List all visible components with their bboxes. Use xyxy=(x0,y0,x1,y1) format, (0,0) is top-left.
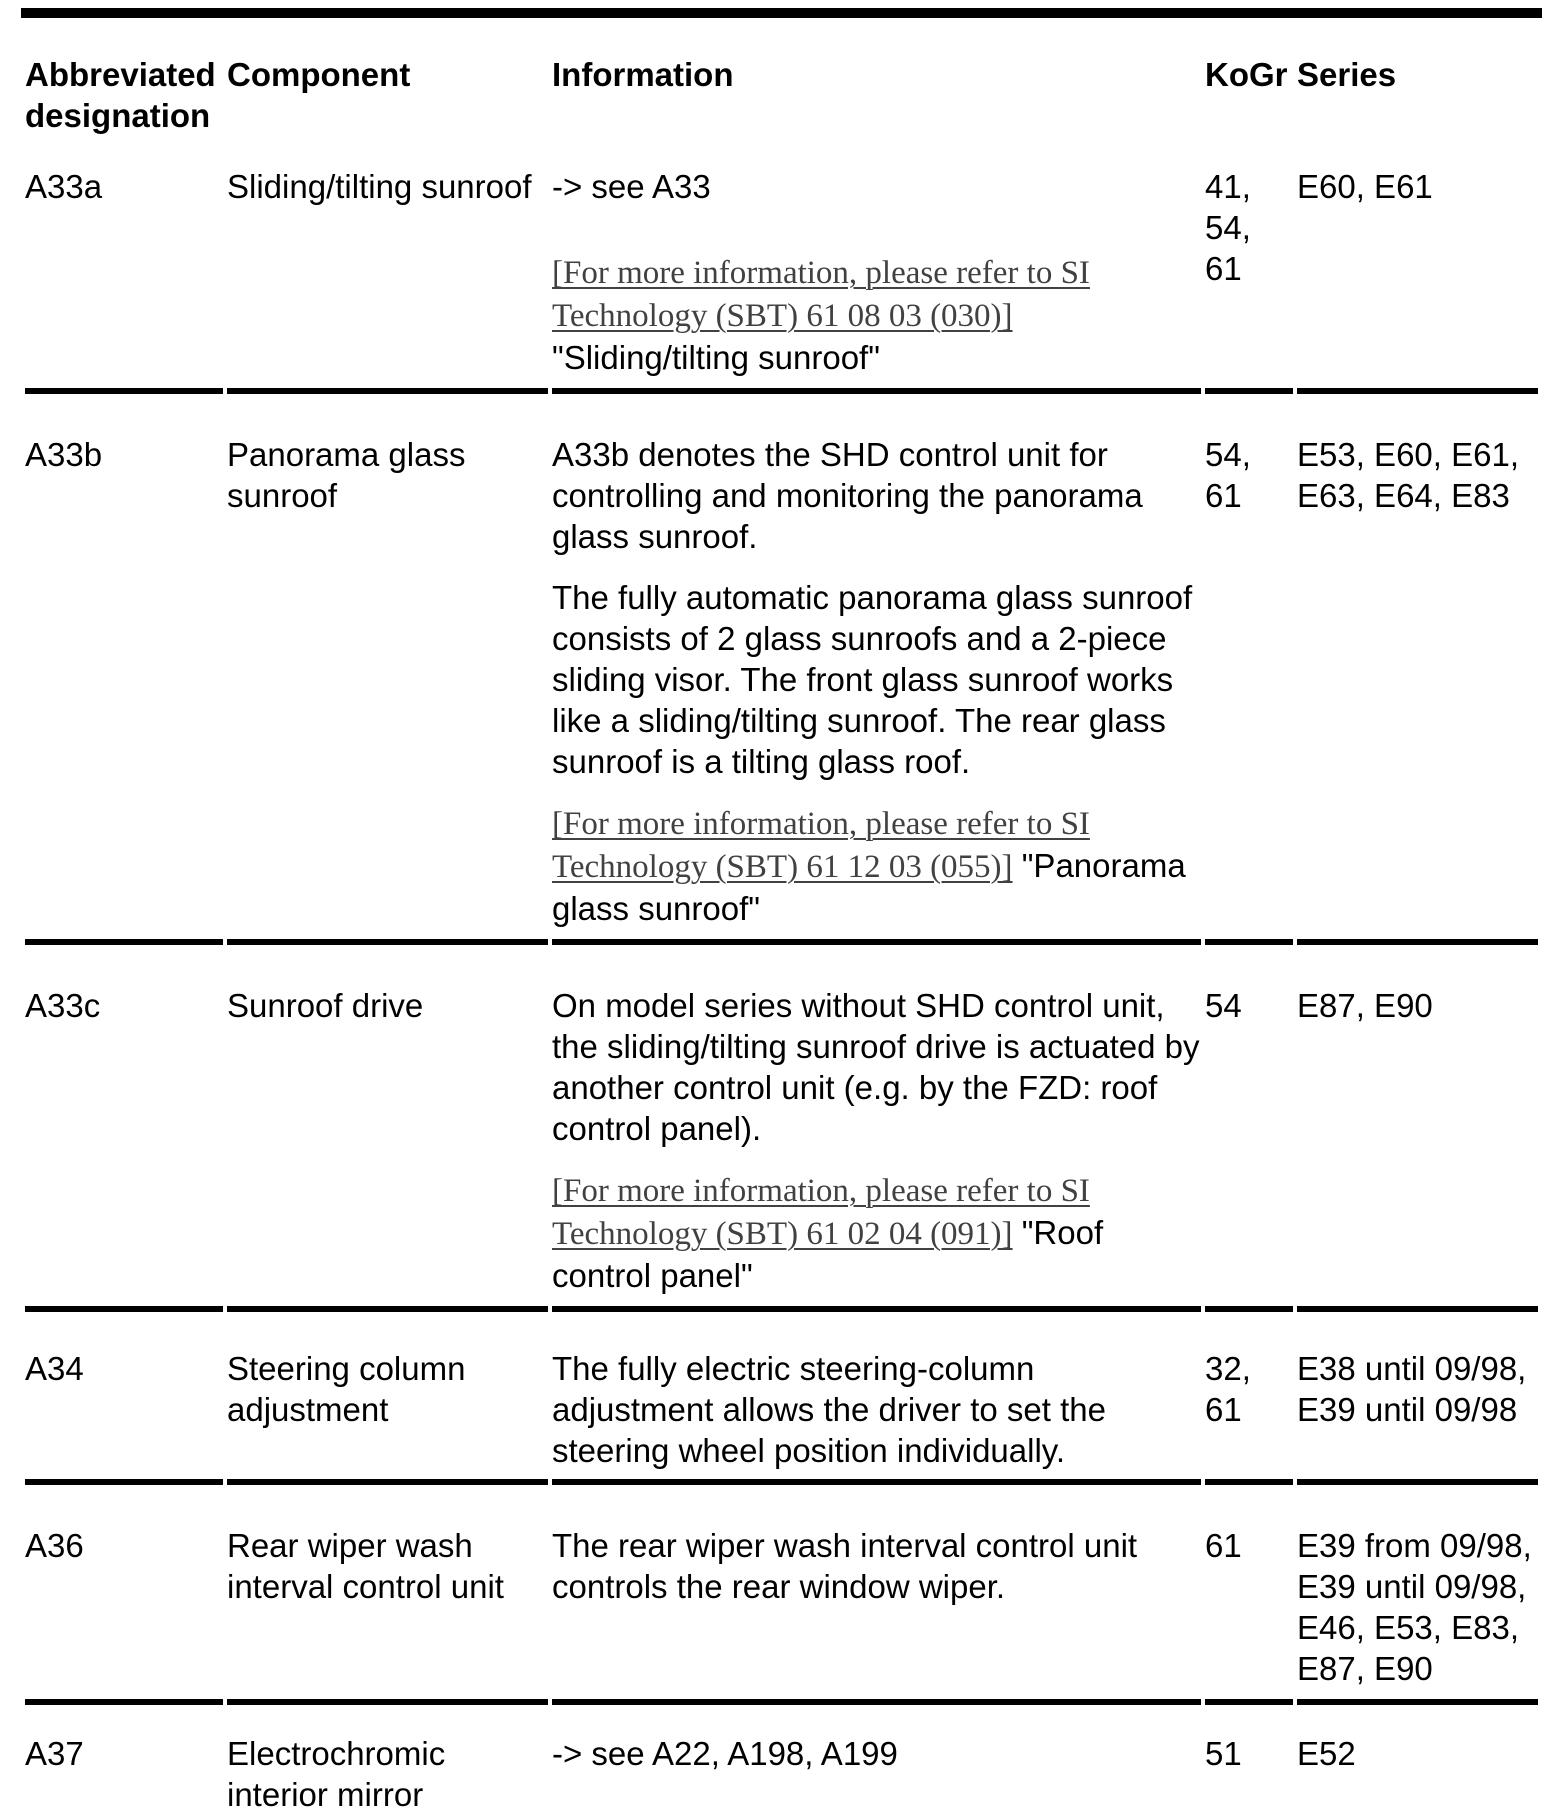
series-cell: E38 until 09/98, E39 until 09/98 xyxy=(1297,1312,1538,1485)
kogr-cell: 32, 61 xyxy=(1205,1312,1293,1485)
info-text: The fully electric steering-column adjustment allows the driver to set the steering wheel position individually. xyxy=(552,1350,1106,1469)
column-header-kogr: KoGr xyxy=(1205,56,1288,93)
information-cell xyxy=(552,1312,1201,1485)
series-cell: E52 xyxy=(1297,1705,1538,1820)
designation-cell: A33c xyxy=(25,945,223,1312)
info-paragraph xyxy=(552,1169,1201,1296)
designation-cell: A36 xyxy=(25,1485,223,1705)
info-paragraph xyxy=(552,577,1201,782)
information-cell xyxy=(552,136,1201,394)
si-technology-link[interactable]: [For more information, please refer to SI Technology (SBT) 61 08 03 (030)] xyxy=(552,255,1090,334)
component-cell: Sunroof drive xyxy=(227,945,548,1312)
si-technology-link[interactable]: [For more information, please refer to SI Technology (SBT) 61 12 03 (055)] xyxy=(552,806,1090,885)
component-cell: Sliding/tilting sunroof xyxy=(227,136,548,394)
info-text: -> see A22, A198, A199 xyxy=(552,1735,898,1772)
info-text: "Panorama glass sunroof" xyxy=(552,847,1186,927)
info-text: A33b denotes the SHD control unit for controlling and monitoring the panorama glass sunroof. xyxy=(552,436,1143,555)
info-paragraph xyxy=(552,1348,1201,1471)
info-text: "Roof control panel" xyxy=(552,1214,1104,1294)
designation-cell: A34 xyxy=(25,1312,223,1485)
info-paragraph xyxy=(552,251,1201,378)
component-cell: Steering column adjustment xyxy=(227,1312,548,1485)
series-cell: E53, E60, E61, E63, E64, E83 xyxy=(1297,394,1538,945)
info-paragraph xyxy=(552,434,1201,557)
column-header-abbreviated-designation: Abbreviated designation xyxy=(25,56,216,134)
information-cell xyxy=(552,394,1201,945)
info-text: On model series without SHD control unit, the sliding/tilting sunroof drive is actuated by another control unit (e.g. by the FZD: roof control panel). xyxy=(552,987,1200,1147)
series-cell: E39 from 09/98, E39 until 09/98, E46, E53, E83, E87, E90 xyxy=(1297,1485,1538,1705)
component-cell: Panorama glass sunroof xyxy=(227,394,548,945)
component-cell: Rear wiper wash interval control unit xyxy=(227,1485,548,1705)
kogr-cell: 61 xyxy=(1205,1485,1293,1705)
header-row xyxy=(25,18,1538,136)
table-row xyxy=(25,1705,1538,1820)
table-row xyxy=(25,945,1538,1312)
table-row xyxy=(25,1485,1538,1705)
component-designation-table xyxy=(21,8,1542,1820)
designation-cell: A33b xyxy=(25,394,223,945)
designation-cell: A33a xyxy=(25,136,223,394)
column-header-component: Component xyxy=(227,56,411,93)
info-text: The rear wiper wash interval control unit controls the rear window wiper. xyxy=(552,1527,1138,1605)
info-paragraph xyxy=(552,802,1201,929)
info-paragraph xyxy=(552,1525,1201,1607)
table-row xyxy=(25,394,1538,945)
info-paragraph xyxy=(552,166,1201,207)
component-cell: Electrochromic interior mirror xyxy=(227,1705,548,1820)
kogr-cell: 41, 54, 61 xyxy=(1205,136,1293,394)
table-row xyxy=(25,136,1538,394)
information-cell xyxy=(552,1705,1201,1820)
kogr-cell: 54 xyxy=(1205,945,1293,1312)
column-header-series: Series xyxy=(1297,56,1397,93)
information-cell xyxy=(552,1485,1201,1705)
kogr-cell: 54, 61 xyxy=(1205,394,1293,945)
table-header xyxy=(25,18,1538,136)
si-technology-link[interactable]: [For more information, please refer to SI Technology (SBT) 61 02 04 (091)] xyxy=(552,1173,1090,1252)
kogr-cell: 51 xyxy=(1205,1705,1293,1820)
info-text: -> see A33 xyxy=(552,168,711,205)
info-text: "Sliding/tilting sunroof" xyxy=(552,339,880,376)
column-header-information: Information xyxy=(552,56,734,93)
series-cell: E87, E90 xyxy=(1297,945,1538,1312)
info-paragraph xyxy=(552,985,1201,1149)
table-body xyxy=(25,136,1538,1820)
info-paragraph xyxy=(552,1733,1201,1774)
information-cell xyxy=(552,945,1201,1312)
table-row xyxy=(25,1312,1538,1485)
info-text: The fully automatic panorama glass sunroof consists of 2 glass sunroofs and a 2-piece sliding visor. The front glass sunroof works like a sliding/tilting sunroof. The rear glass sunroof is a tilting glass roof. xyxy=(552,579,1193,780)
series-cell: E60, E61 xyxy=(1297,136,1538,394)
designation-cell: A37 xyxy=(25,1705,223,1820)
